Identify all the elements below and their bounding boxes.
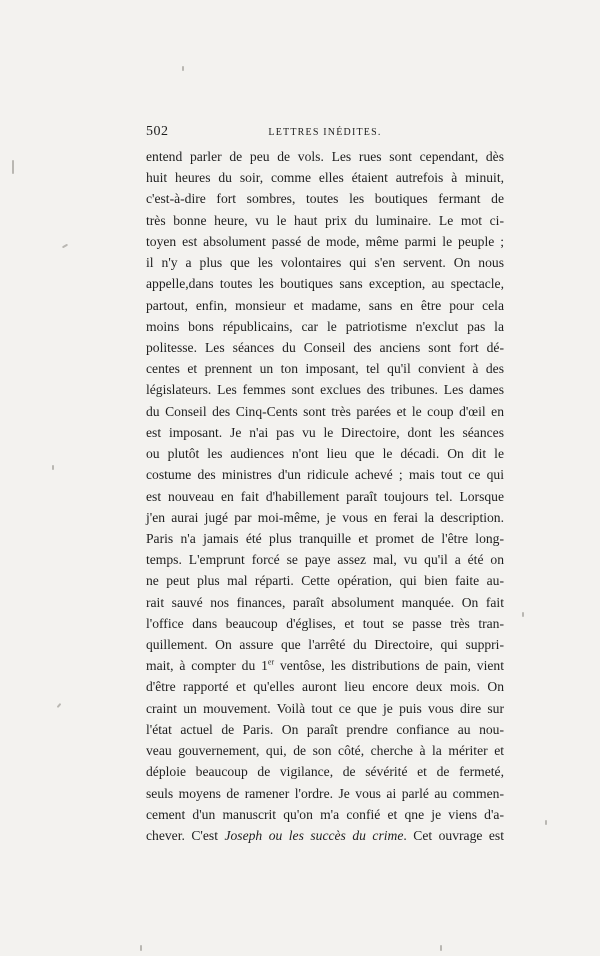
text-line: entend parler de peu de vols. Les rues sont cependant, dès <box>146 149 504 164</box>
text-line: mait, à compter du 1er ventôse, les distributions de pain, vient <box>146 657 504 674</box>
text-line: cement d'un manuscrit qu'on m'a confié et qne je viens d'a- <box>146 806 504 822</box>
text-line: costume des ministres d'un ridicule achevé ; mais tout ce qui <box>146 467 504 483</box>
text-line: il n'y a plus que les volontaires qui s'en servent. On nous <box>146 255 504 271</box>
text-line: huit heures du soir, comme elles étaient autrefois à minuit, <box>146 170 504 186</box>
body-text <box>146 146 504 846</box>
text-line: centes et prennent un ton imposant, tel qu'il convient à des <box>146 361 504 377</box>
margin-mark <box>52 465 54 470</box>
text-line: politesse. Les séances du Conseil des anciens sont fort dé- <box>146 339 504 355</box>
margin-mark <box>12 160 14 174</box>
text-line: du Conseil des Cinq-Cents sont très parées et le coup d'œil en <box>146 403 504 419</box>
margin-mark <box>62 244 68 249</box>
text-line: très bonne heure, vu le haut prix du luminaire. Le mot ci- <box>146 212 504 228</box>
text-line: appelle,dans toutes les boutiques sans exception, au spectacle, <box>146 276 504 292</box>
text-line: j'en aurai jugé par moi-même, je vous en ferai la description. <box>146 509 504 525</box>
text-line: seuls moyens de ramener l'ordre. Je vous ai parlé au commen- <box>146 785 504 801</box>
text-line: c'est-à-dire fort sombres, toutes les boutiques fermant de <box>146 191 504 207</box>
text-line: législateurs. Les femmes sont exclues des tribunes. Les dames <box>146 382 504 398</box>
text-line: l'office dans beaucoup d'églises, et tout se passe très tran- <box>146 615 504 631</box>
page-header <box>146 124 504 144</box>
text-line: craint un mouvement. Voilà tout ce que je puis vous dire sur <box>146 700 504 716</box>
text-line: veau gouvernement, qui, de son côté, cherche à la mériter et <box>146 743 504 759</box>
text-line: partout, enfin, monsieur et madame, sans en être pour cela <box>146 297 504 313</box>
text-line: d'être rapporté et qu'elles auront lieu encore deux mois. On <box>146 679 504 695</box>
text-line: ou plutôt les audiences n'ont lieu que le décadi. On dit le <box>146 446 504 462</box>
text-line: l'état actuel de Paris. On paraît prendre confiance au nou- <box>146 721 504 737</box>
text-line: Paris n'a jamais été plus tranquille et promet de l'être long- <box>146 530 504 546</box>
text-line: déploie beaucoup de vigilance, de sévérité et de fermeté, <box>146 764 504 780</box>
margin-mark <box>140 945 142 951</box>
running-title: LETTRES INÉDITES. <box>268 127 382 138</box>
last-line-before: chever. C'est <box>146 828 225 843</box>
text-line: toyen est absolument passé de mode, même parmi le peuple ; <box>146 233 504 249</box>
italic-title: Joseph ou les succès du crime <box>224 828 404 843</box>
text-line-last <box>146 825 504 846</box>
text-line: est imposant. Je n'ai pas vu le Directoire, dont les séances <box>146 424 504 440</box>
text-line: est nouveau en fait d'habillement paraît toujours tel. Lorsque <box>146 488 504 504</box>
text-line: moins bons républicains, car le patriotisme n'exclut pas la <box>146 318 504 334</box>
text-line: ne peut plus mal réparti. Cette opération, qui bien faite au- <box>146 573 504 589</box>
text-line: temps. L'emprunt forcé se paye assez mal, vu qu'il a été on <box>146 552 504 568</box>
last-line-after: . Cet ouvrage est <box>403 828 504 843</box>
margin-mark <box>182 66 184 71</box>
text-line: rait sauvé nos finances, paraît absolument manquée. On fait <box>146 594 504 610</box>
margin-mark <box>545 820 547 825</box>
margin-mark <box>440 945 442 951</box>
margin-mark <box>57 703 62 708</box>
page-number: 502 <box>146 124 169 139</box>
margin-mark <box>522 612 524 617</box>
text-line: quillement. On assure que l'arrêté du Directoire, qui suppri- <box>146 637 504 653</box>
